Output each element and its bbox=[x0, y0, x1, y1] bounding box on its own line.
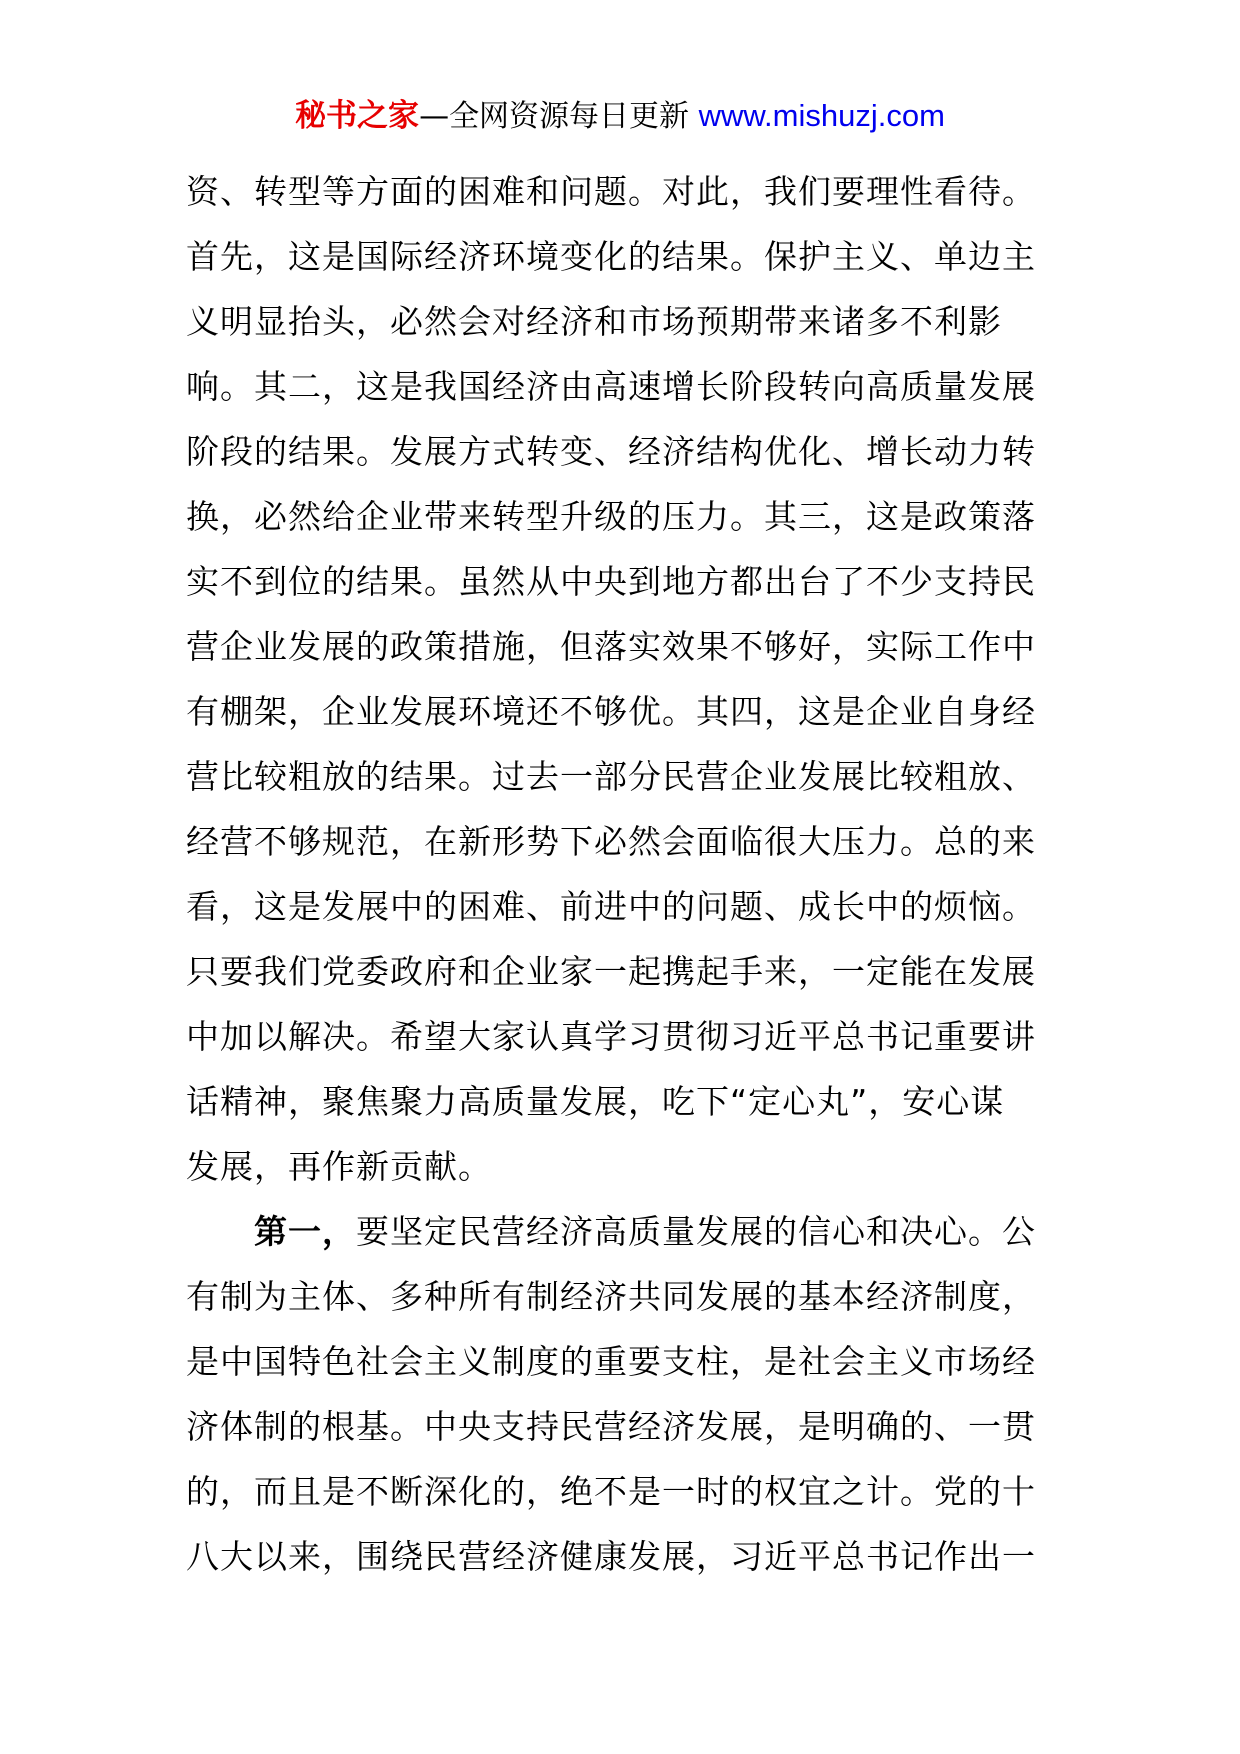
section-first-line-text: 要坚定民营经济高质量发展的信心和决心。公 bbox=[356, 1212, 1036, 1251]
text-line: 首先，这是国际经济环境变化的结果。保护主义、单边主 bbox=[186, 237, 1036, 276]
text-line: 看，这是发展中的困难、前进中的问题、成长中的烦恼。 bbox=[186, 887, 1036, 926]
text-line: 中加以解决。希望大家认真学习贯彻习近平总书记重要讲 bbox=[186, 1017, 1036, 1056]
text-line: 济体制的根基。中央支持民营经济发展，是明确的、一贯 bbox=[186, 1407, 1036, 1446]
text-line: 只要我们党委政府和企业家一起携起手来，一定能在发展 bbox=[186, 952, 1036, 991]
site-url[interactable]: www.mishuzj.com bbox=[698, 98, 945, 133]
text-line: 阶段的结果。发展方式转变、经济结构优化、增长动力转 bbox=[186, 432, 1036, 471]
section-lead: 第一， bbox=[254, 1212, 356, 1251]
text-line: 经营不够规范，在新形势下必然会面临很大压力。总的来 bbox=[186, 822, 1036, 861]
section-first-line bbox=[186, 1199, 1066, 1264]
text-line: 营企业发展的政策措施，但落实效果不够好，实际工作中 bbox=[186, 627, 1036, 666]
brand-tagline: —全网资源每日更新 bbox=[419, 99, 699, 134]
text-line: 换，必然给企业带来转型升级的压力。其三，这是政策落 bbox=[186, 497, 1036, 536]
text-line: 义明显抬头，必然会对经济和市场预期带来诸多不利影 bbox=[186, 302, 1002, 341]
text-line: 发展，再作新贡献。 bbox=[186, 1147, 492, 1186]
text-line: 话精神，聚焦聚力高质量发展，吃下“定心丸”，安心谋 bbox=[186, 1082, 1005, 1121]
text-line: 响。其二，这是我国经济由高速增长阶段转向高质量发展 bbox=[186, 367, 1036, 406]
text-line: 资、转型等方面的困难和问题。对此，我们要理性看待。 bbox=[186, 172, 1036, 211]
watermark-header bbox=[0, 96, 1240, 137]
brand-name: 秘书之家 bbox=[295, 98, 420, 134]
text-line: 营比较粗放的结果。过去一部分民营企业发展比较粗放、 bbox=[186, 757, 1036, 796]
text-line: 实不到位的结果。虽然从中央到地方都出台了不少支持民 bbox=[186, 562, 1036, 601]
document-body bbox=[186, 159, 1066, 1589]
text-line: 有棚架，企业发展环境还不够优。其四，这是企业自身经 bbox=[186, 692, 1036, 731]
text-line: 是中国特色社会主义制度的重要支柱，是社会主义市场经 bbox=[186, 1342, 1036, 1381]
text-line: 八大以来，围绕民营经济健康发展，习近平总书记作出一 bbox=[186, 1537, 1036, 1576]
text-line: 有制为主体、多种所有制经济共同发展的基本经济制度， bbox=[186, 1277, 1036, 1316]
text-line: 的，而且是不断深化的，绝不是一时的权宜之计。党的十 bbox=[186, 1472, 1036, 1511]
